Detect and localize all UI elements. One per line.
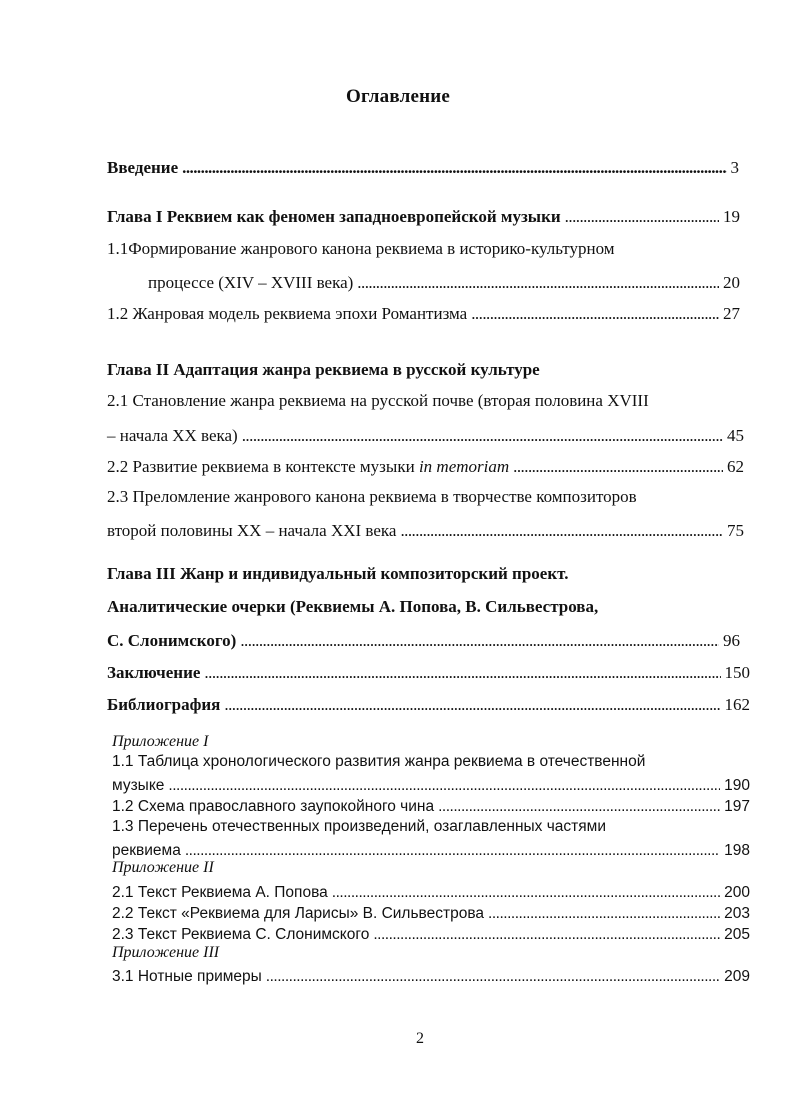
leader-dots (488, 903, 720, 925)
toc-entry-chapter-1[interactable] (107, 206, 740, 228)
toc-entry-page: 150 (724, 663, 750, 682)
toc-entry-page: 162 (724, 695, 750, 714)
toc-entry-label: С. Слонимского) (107, 631, 237, 650)
toc-entry-app-1-3-line1: 1.3 Перечень отечественных произведений, озаглавленных частями (112, 818, 606, 835)
toc-entry-1-1[interactable] (148, 272, 740, 294)
leader-dots (357, 272, 719, 294)
toc-entry-page: 3 (730, 158, 739, 177)
toc-entry-page: 19 (723, 207, 740, 226)
leader-dots (240, 630, 719, 652)
toc-entry-label: 2.1 Текст Реквиема А. Попова (112, 884, 328, 901)
toc-entry-app-3-1[interactable] (112, 966, 750, 988)
toc-entry-chapter-3-line2: Аналитические очерки (Реквиемы А. Попова, В. Сильвестрова, (107, 597, 599, 616)
toc-entry-chapter-2[interactable]: Глава II Адаптация жанра реквиема в русской культуре (107, 360, 540, 379)
leader-dots (513, 456, 723, 478)
toc-entry-page: 198 (724, 842, 750, 859)
toc-entry-2-2[interactable] (107, 456, 744, 478)
leader-dots (266, 966, 720, 988)
toc-entry-chapter-3[interactable] (107, 630, 740, 652)
toc-entry-label: Глава I Реквием как феномен западноевропейской музыки (107, 207, 561, 226)
appendix-3-heading: Приложение III (112, 944, 220, 961)
toc-entry-label: 1.2 Жанровая модель реквиема эпохи Романтизма (107, 304, 468, 323)
toc-entry-app-2-1[interactable] (112, 882, 750, 904)
leader-dots (185, 840, 720, 862)
leader-dots (204, 662, 720, 684)
toc-entry-2-3-line1: 2.3 Преломление жанрового канона реквиема в творчестве композиторов (107, 487, 637, 506)
toc-entry-page: 190 (724, 777, 750, 794)
toc-entry-app-1-2[interactable] (112, 796, 750, 818)
toc-entry-2-3[interactable] (107, 520, 744, 542)
toc-entry-page: 203 (724, 905, 750, 922)
toc-entry-2-1-line1: 2.1 Становление жанра реквиема на русской почве (вторая половина XVIII (107, 391, 649, 410)
toc-entry-2-1[interactable] (107, 425, 744, 447)
toc-entry-page: 209 (724, 968, 750, 985)
toc-entry-page: 197 (724, 798, 750, 815)
toc-entry-page: 62 (727, 457, 744, 476)
toc-entry-label: – начала XX века) (107, 426, 238, 445)
toc-entry-conclusion[interactable] (107, 662, 750, 684)
toc-entry-label: 1.2 Схема православного заупокойного чина (112, 798, 435, 815)
toc-entry-label: процессе (XIV – XVIII века) (148, 273, 354, 292)
toc-entry-label: второй половины XX – начала XXI века (107, 521, 397, 540)
leader-dots (242, 425, 723, 447)
toc-entry-page: 20 (723, 273, 740, 292)
toc-entry-intro[interactable] (107, 157, 739, 179)
toc-entry-label: 2.2 Текст «Реквиема для Ларисы» В. Сильвестрова (112, 905, 485, 922)
toc-entry-app-1-1[interactable] (112, 775, 750, 797)
appendix-2-heading: Приложение II (112, 859, 214, 876)
toc-entry-page: 200 (724, 884, 750, 901)
toc-entry-1-2[interactable] (107, 303, 740, 325)
toc-entry-label: Заключение (107, 663, 201, 682)
toc-entry-page: 27 (723, 304, 740, 323)
leader-dots (224, 694, 720, 716)
appendix-1-heading: Приложение I (112, 733, 209, 750)
toc-entry-label: Введение (107, 158, 179, 177)
leader-dots (168, 775, 720, 797)
toc-entry-chapter-3-line1: Глава III Жанр и индивидуальный композиторский проект. (107, 564, 569, 583)
leader-dots (471, 303, 719, 325)
leader-dots (400, 520, 723, 542)
toc-entry-app-1-1-line1: 1.1 Таблица хронологического развития жанра реквиема в отечественной (112, 753, 646, 770)
toc-entry-page: 205 (724, 926, 750, 943)
leader-dots (182, 157, 726, 179)
toc-entry-page: 75 (727, 521, 744, 540)
toc-entry-label-italic: in memoriam (418, 457, 510, 476)
page-number: 2 (416, 1030, 424, 1047)
toc-entry-app-2-3[interactable] (112, 924, 750, 946)
leader-dots (373, 924, 720, 946)
toc-entry-1-1-line1: 1.1Формирование жанрового канона реквиема в историко-культурном (107, 239, 615, 258)
leader-dots (565, 206, 719, 228)
toc-entry-label (107, 456, 509, 478)
toc-entry-page: 96 (723, 631, 740, 650)
leader-dots (332, 882, 720, 904)
toc-entry-label: 3.1 Нотные примеры (112, 968, 262, 985)
toc-entry-label: реквиема (112, 842, 181, 859)
toc-entry-label: музыке (112, 777, 165, 794)
toc-entry-bibliography[interactable] (107, 694, 750, 716)
toc-entry-page: 45 (727, 426, 744, 445)
page-title: Оглавление (345, 86, 451, 107)
toc-entry-label: 2.3 Текст Реквиема С. Слонимского (112, 926, 370, 943)
toc-entry-label: Библиография (107, 695, 221, 714)
leader-dots (438, 796, 720, 818)
toc-entry-label-text: 2.2 Развитие реквиема в контексте музыки (107, 457, 419, 476)
toc-entry-app-2-2[interactable] (112, 903, 750, 925)
